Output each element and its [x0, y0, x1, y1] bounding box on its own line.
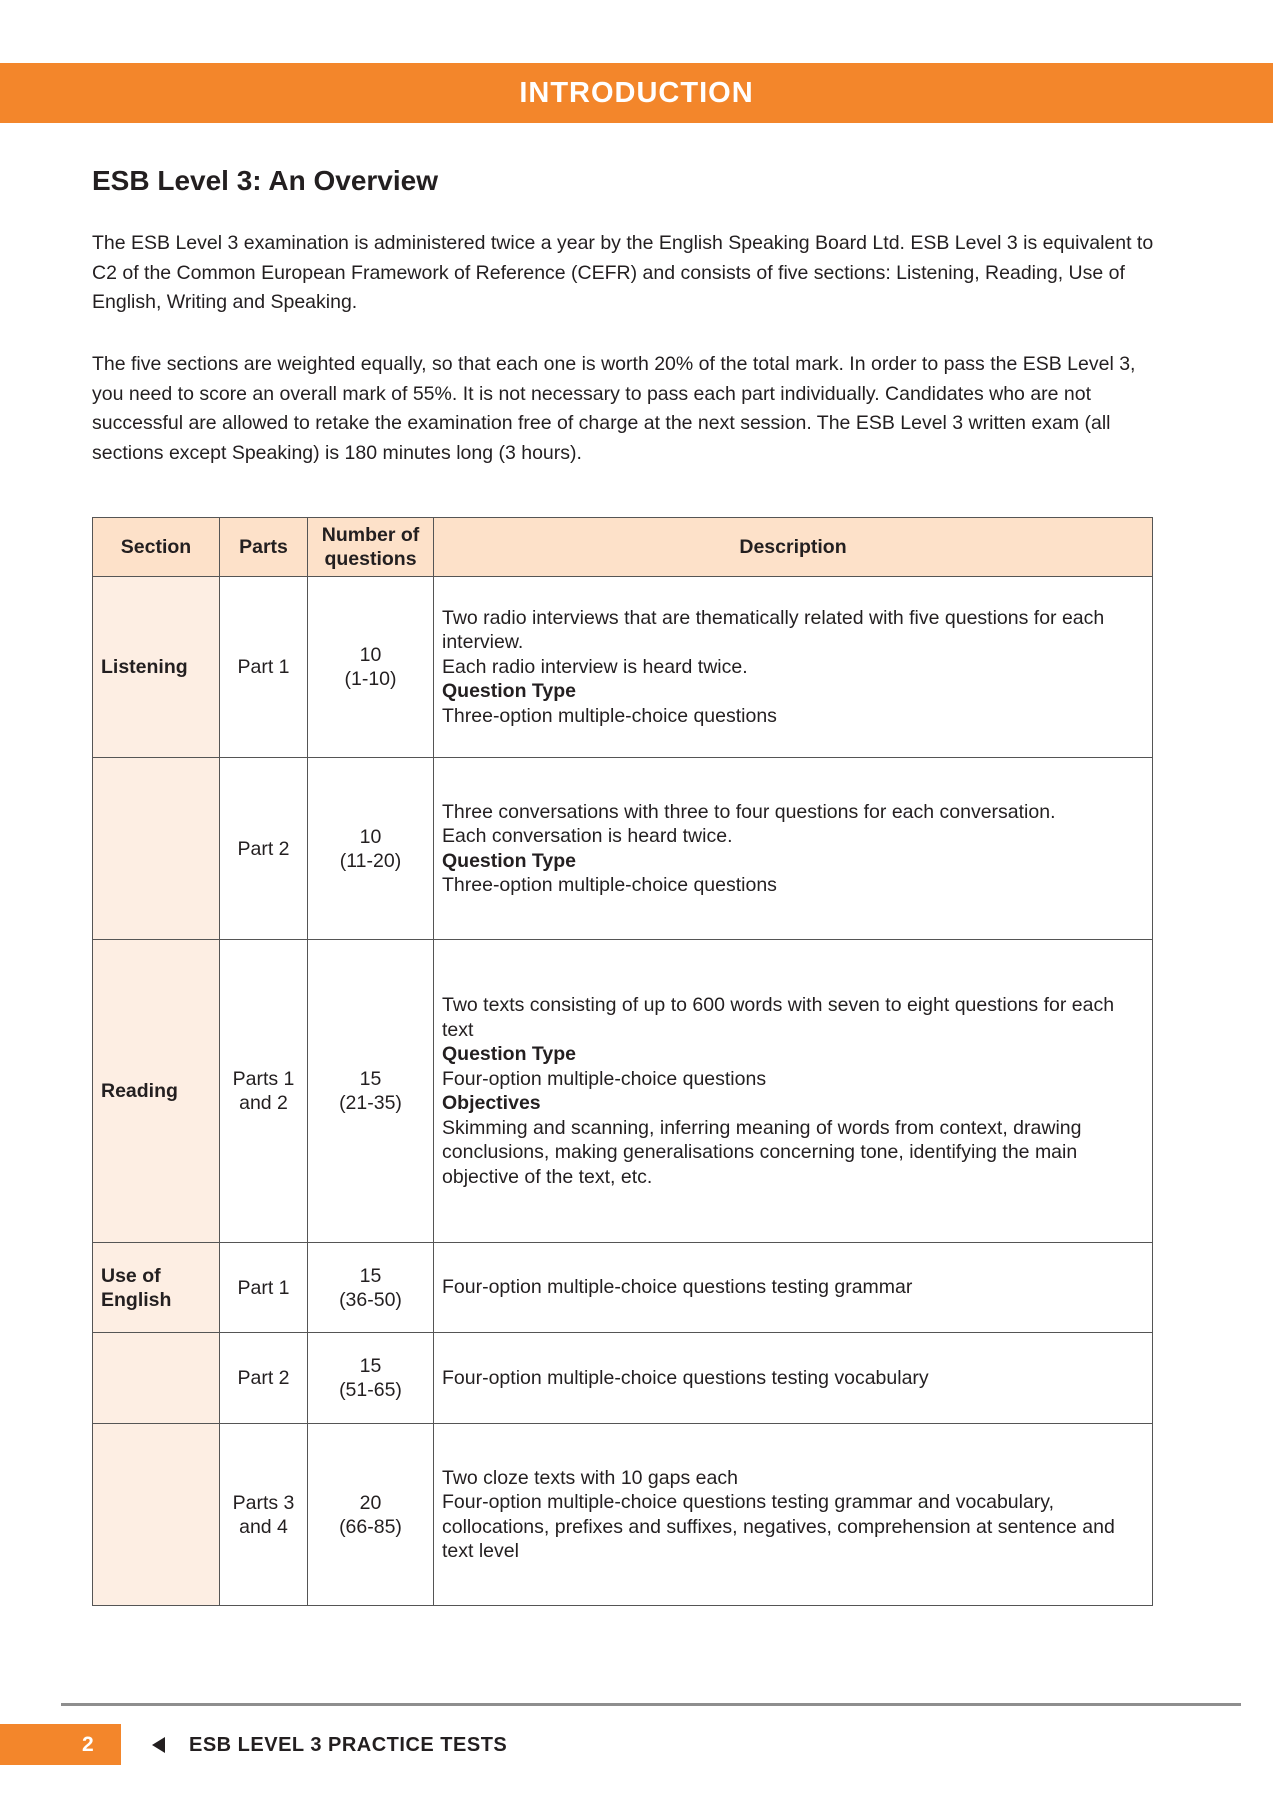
- section-cell: Use of English: [93, 1243, 220, 1333]
- page-heading: ESB Level 3: An Overview: [92, 165, 438, 196]
- description-cell: Three conversations with three to four questions for each conversation. Each conversation is heard twice. Question Type Three-option multiple-choice questions: [434, 758, 1153, 940]
- table-row: [93, 1424, 1153, 1606]
- intro-paragraph-1: The ESB Level 3 examination is administered twice a year by the English Speaking Board Ltd. ESB Level 3 is equivalent to C2 of the Common European Framework of Reference (CEFR) and consists of five sections: Listening, Reading, Use of English, Writing and Speaking.: [92, 232, 1154, 313]
- questions-cell: 15 (21-35): [308, 940, 434, 1243]
- table-row: [93, 940, 1153, 1243]
- section-cell: Reading: [93, 940, 220, 1243]
- page-number: 2: [82, 1733, 94, 1756]
- exam-overview-table: [92, 517, 1153, 1606]
- left-triangle-icon: [152, 1737, 165, 1753]
- section-banner: [0, 63, 1273, 123]
- header-number-of-questions: Number of questions: [308, 518, 434, 577]
- questions-cell: 10 (1-10): [308, 577, 434, 758]
- intro-paragraph-2: The five sections are weighted equally, so that each one is worth 20% of the total mark. In order to pass the ESB Level 3, you need to score an overall mark of 55%. It is not necessary to pass each part individually. Candidates who are not successful are allowed to retake the examination free of charge at the next session. The ESB Level 3 written exam (all sections except Speaking) is 180 minutes long (3 hours).: [92, 353, 1136, 464]
- page-number-badge: [0, 1724, 121, 1765]
- description-cell: Two texts consisting of up to 600 words with seven to eight questions for each text Question Type Four-option multiple-choice questions Objectives Skimming and scanning, inferring meaning of words from context, drawing conclusions, making generalisations concerning tone, identifying the main objective of the text, etc.: [434, 940, 1153, 1243]
- parts-cell: Part 2: [220, 758, 308, 940]
- section-cell: [93, 1424, 220, 1606]
- questions-cell: 20 (66-85): [308, 1424, 434, 1606]
- footer-book-title: ESB LEVEL 3 PRACTICE TESTS: [189, 1734, 508, 1756]
- section-cell: [93, 1333, 220, 1424]
- parts-cell: Part 2: [220, 1333, 308, 1424]
- banner-title: INTRODUCTION: [519, 76, 754, 109]
- parts-cell: Parts 3 and 4: [220, 1424, 308, 1606]
- table-row: [93, 1243, 1153, 1333]
- section-cell: [93, 758, 220, 940]
- parts-cell: Part 1: [220, 577, 308, 758]
- table-row: [93, 758, 1153, 940]
- questions-cell: 15 (36-50): [308, 1243, 434, 1333]
- questions-cell: 10 (11-20): [308, 758, 434, 940]
- description-cell: Two radio interviews that are thematically related with five questions for each interview. Each radio interview is heard twice. Question Type Three-option multiple-choice questions: [434, 577, 1153, 758]
- description-cell: Four-option multiple-choice questions testing vocabulary: [434, 1333, 1153, 1424]
- description-cell: Four-option multiple-choice questions testing grammar: [434, 1243, 1153, 1333]
- header-description: Description: [434, 518, 1153, 577]
- section-cell: Listening: [93, 577, 220, 758]
- table-header-row: [93, 518, 1153, 577]
- parts-cell: Part 1: [220, 1243, 308, 1333]
- description-cell: Two cloze texts with 10 gaps each Four-option multiple-choice questions testing grammar and vocabulary, collocations, prefixes and suffixes, negatives, comprehension at sentence and text level: [434, 1424, 1153, 1606]
- footer-divider: [61, 1703, 1241, 1706]
- table-row: [93, 577, 1153, 758]
- table-row: [93, 1333, 1153, 1424]
- header-parts: Parts: [220, 518, 308, 577]
- questions-cell: 15 (51-65): [308, 1333, 434, 1424]
- header-section: Section: [93, 518, 220, 577]
- parts-cell: Parts 1 and 2: [220, 940, 308, 1243]
